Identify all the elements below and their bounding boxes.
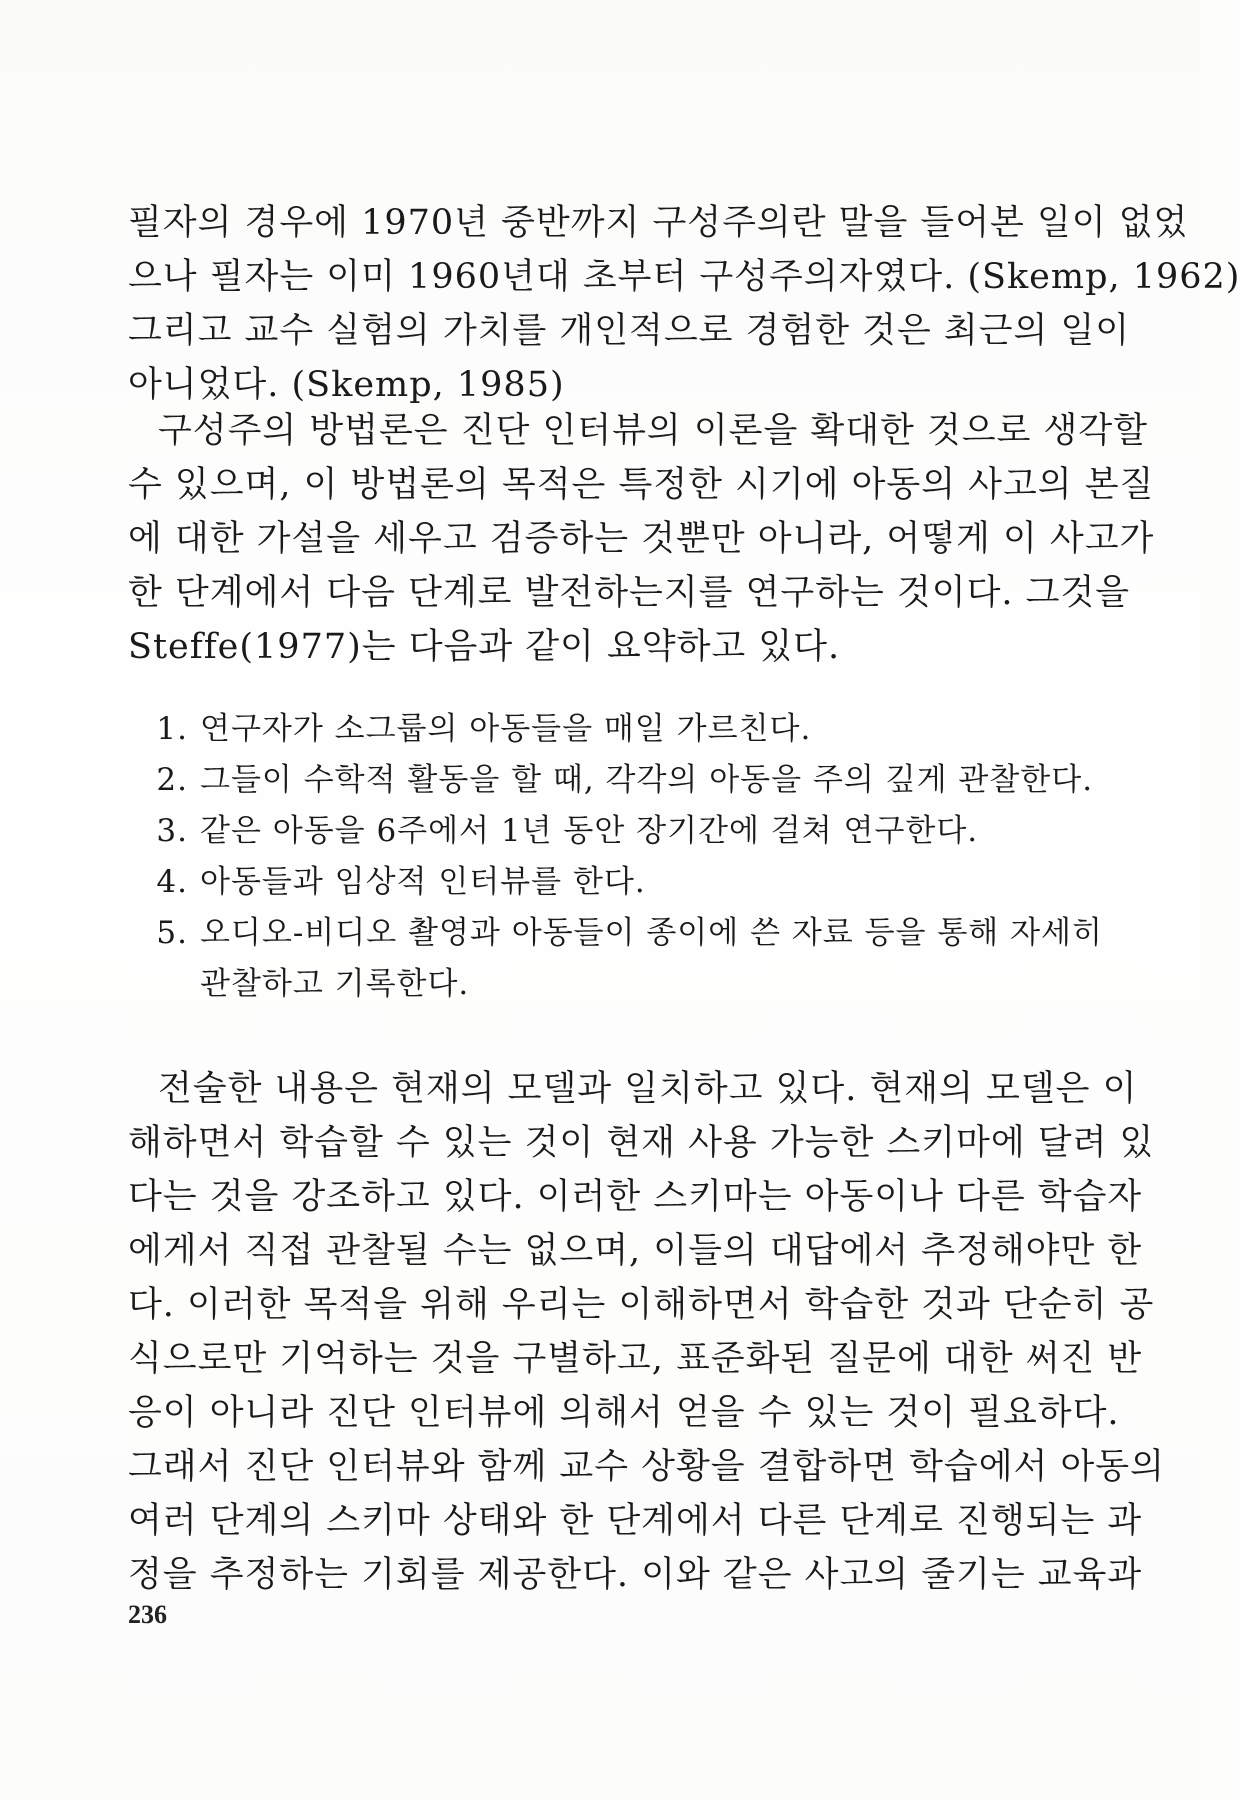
list-text: 아동들과 임상적 인터뷰를 한다.	[200, 864, 646, 900]
text-line: 그리고 교수 실험의 가치를 개인적으로 경험한 것은 최근의 일이	[128, 311, 1131, 351]
text-line: 그래서 진단 인터뷰와 함께 교수 상황을 결합하면 학습에서 아동의	[128, 1447, 1165, 1487]
text-line: 에게서 직접 관찰될 수는 없으며, 이들의 대답에서 추정해야만 한	[128, 1231, 1143, 1271]
list-item-continuation: 관찰하고 기록한다.	[200, 966, 470, 1002]
list-number: 2.	[156, 762, 188, 798]
list-number: 5.	[156, 915, 188, 951]
text-line: 정을 추정하는 기회를 제공한다. 이와 같은 사고의 줄기는 교육과	[128, 1555, 1143, 1595]
text-line: 여러 단계의 스키마 상태와 한 단계에서 다른 단계로 진행되는 과	[128, 1501, 1143, 1541]
text-line: 응이 아니라 진단 인터뷰에 의해서 얻을 수 있는 것이 필요하다.	[128, 1393, 1120, 1433]
text-line: 한 단계에서 다음 단계로 발전하는지를 연구하는 것이다. 그것을	[128, 573, 1131, 613]
paragraph-2	[128, 404, 1155, 674]
list-item	[128, 704, 1053, 755]
page-number: 236	[128, 1600, 167, 1629]
text-line: 아니었다. (Skemp, 1985)	[128, 365, 565, 405]
list-item	[128, 857, 1053, 908]
list-text: 같은 아동을 6주에서 1년 동안 장기간에 걸쳐 연구한다.	[200, 813, 979, 849]
text-line: 식으로만 기억하는 것을 구별하고, 표준화된 질문에 대한 써진 반	[128, 1339, 1143, 1379]
text-line: 수 있으며, 이 방법론의 목적은 특정한 시기에 아동의 사고의 본질	[128, 465, 1155, 505]
list-item	[128, 755, 1094, 806]
list-number: 3.	[156, 813, 188, 849]
text-line: 필자의 경우에 1970년 중반까지 구성주의란 말을 들어본 일이 없었	[128, 203, 1189, 243]
list-number: 4.	[156, 864, 188, 900]
paragraph-3	[128, 1062, 1165, 1602]
text-line: 다. 이러한 목적을 위해 우리는 이해하면서 학습한 것과 단순히 공	[128, 1285, 1155, 1325]
list-number: 1.	[156, 711, 188, 747]
text-line: 해하면서 학습할 수 있는 것이 현재 사용 가능한 스키마에 달려 있	[128, 1123, 1155, 1163]
list-text: 오디오-비디오 촬영과 아동들이 종이에 쓴 자료 등을 통해 자세히	[200, 915, 1103, 951]
text-line: 에 대한 가설을 세우고 검증하는 것뿐만 아니라, 어떻게 이 사고가	[128, 519, 1155, 559]
list-text: 그들이 수학적 활동을 할 때, 각각의 아동을 주의 깊게 관찰한다.	[200, 762, 1094, 798]
text-line: 전술한 내용은 현재의 모델과 일치하고 있다. 현재의 모델은 이	[158, 1069, 1138, 1109]
list-item	[128, 806, 1053, 857]
text-line: 다는 것을 강조하고 있다. 이러한 스키마는 아동이나 다른 학습자	[128, 1177, 1143, 1217]
text-line: 으나 필자는 이미 1960년대 초부터 구성주의자였다. (Skemp, 1962)	[128, 257, 1240, 297]
list-text: 연구자가 소그룹의 아동들을 매일 가르친다.	[200, 711, 812, 747]
list-item	[128, 908, 1103, 959]
text-line: 구성주의 방법론은 진단 인터뷰의 이론을 확대한 것으로 생각할	[158, 411, 1148, 451]
text-line: Steffe(1977)는 다음과 같이 요약하고 있다.	[128, 627, 841, 667]
numbered-list	[128, 704, 1103, 1010]
paragraph-1	[128, 196, 1240, 412]
